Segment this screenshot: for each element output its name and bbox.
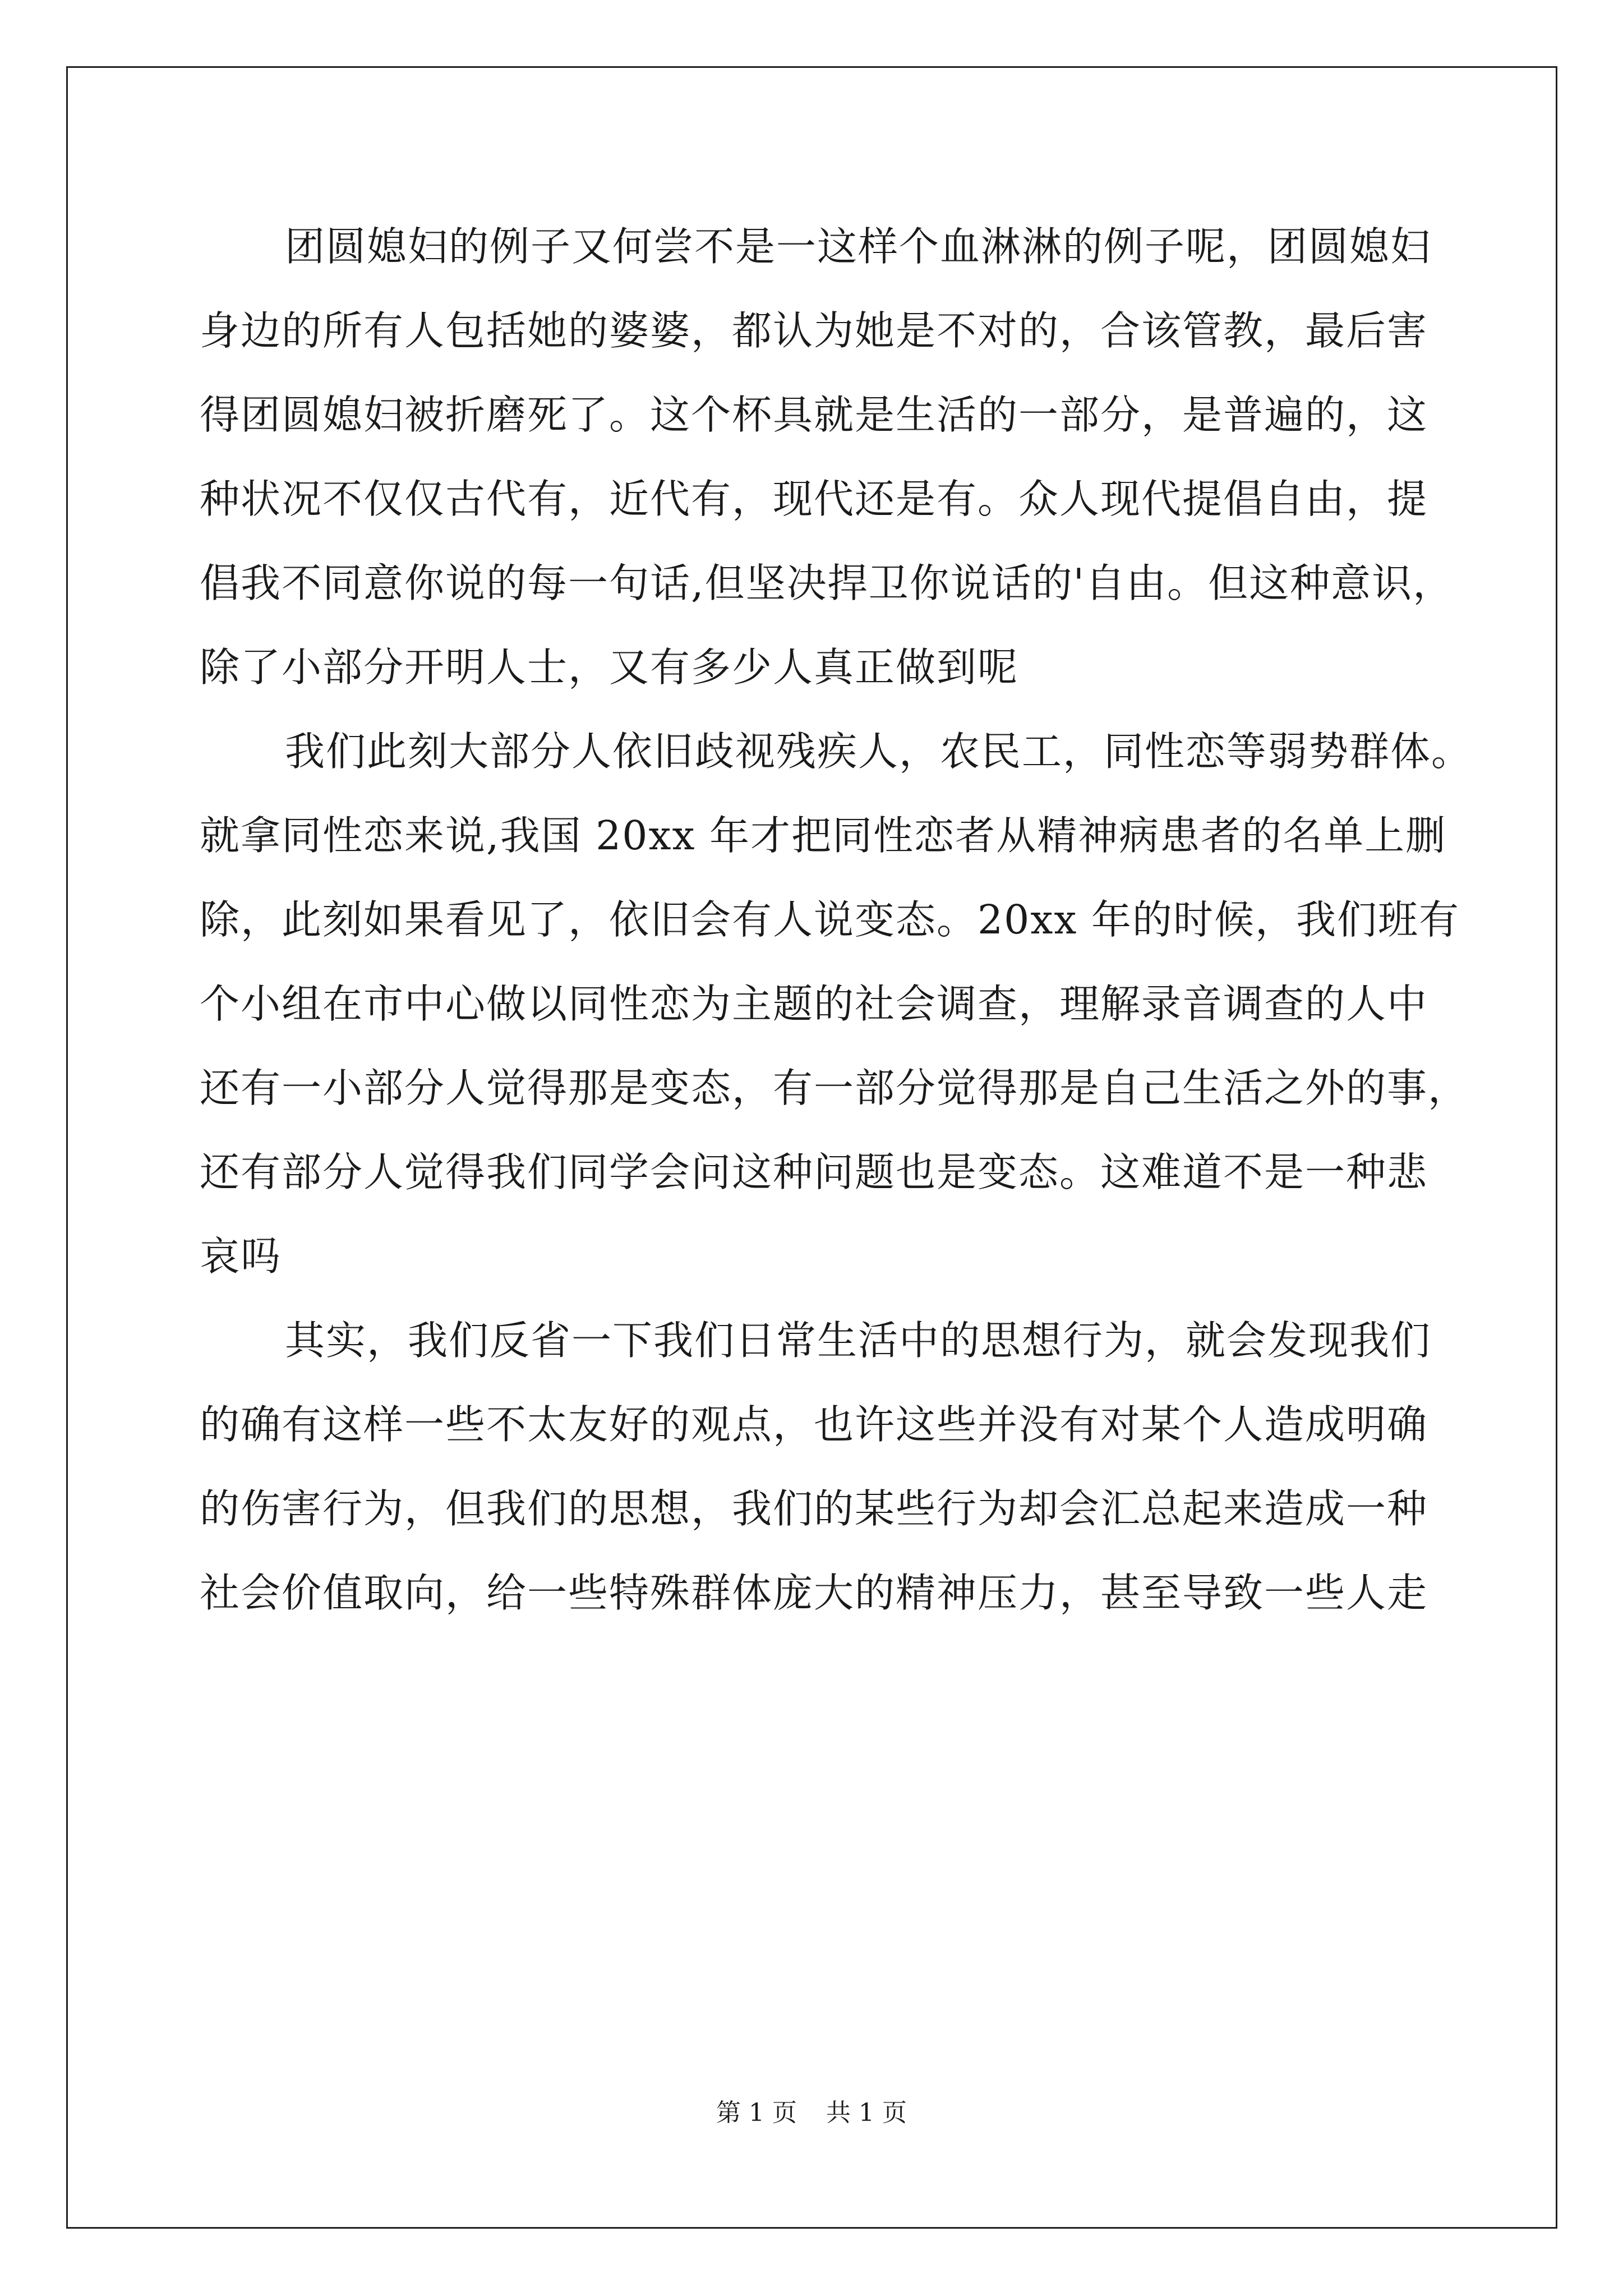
paragraph-2-line-6: 还有部分人觉得我们同学会问这种问题也是变态。这难道不是一种悲 [200, 1149, 1428, 1195]
paragraph-3-line-4: 社会价值取向，给一些特殊群体庞大的精神压力，甚至导致一些人走 [200, 1570, 1428, 1616]
paragraph-3-line-2: 的确有这样一些不太友好的观点，也许这些并没有对某个人造成明确 [200, 1401, 1428, 1448]
page-footer [0, 2096, 1623, 2130]
paragraph-2-line-5: 还有一小部分人觉得那是变态，有一部分觉得那是自己生活之外的事， [200, 1065, 1469, 1111]
page-total: 共 1 页 [826, 2099, 907, 2127]
paragraph-1-line-2: 身边的所有人包括她的婆婆，都认为她是不对的，合该管教，最后害 [200, 307, 1428, 354]
page-number: 第 1 页 [716, 2099, 797, 2127]
paragraph-2-line-1: 我们此刻大部分人依旧歧视残疾人，农民工，同性恋等弱势群体。 [285, 728, 1473, 775]
paragraph-2-line-3: 除，此刻如果看见了，依旧会有人说变态。20xx 年的时候，我们班有 [200, 896, 1460, 943]
paragraph-1-line-5: 倡我不同意你说的每一句话,但坚决捍卫你说话的'自由。但这种意识， [200, 560, 1454, 606]
paragraph-1-line-1: 团圆媳妇的例子又何尝不是一这样个血淋淋的例子呢，团圆媳妇 [285, 223, 1432, 270]
paragraph-2-line-7: 哀吗 [200, 1233, 282, 1280]
paragraph-1-line-6: 除了小部分开明人士，又有多少人真正做到呢 [200, 644, 1019, 691]
paragraph-3-line-1: 其实，我们反省一下我们日常生活中的思想行为，就会发现我们 [285, 1317, 1432, 1364]
paragraph-2-line-4: 个小组在市中心做以同性恋为主题的社会调查，理解录音调查的人中 [200, 981, 1428, 1027]
paragraph-2-line-2: 就拿同性恋来说,我国 20xx 年才把同性恋者从精神病患者的名单上删 [200, 812, 1447, 859]
paragraph-1-line-4: 种状况不仅仅古代有，近代有，现代还是有。众人现代提倡自由，提 [200, 476, 1428, 522]
paragraph-1-line-3: 得团圆媳妇被折磨死了。这个杯具就是生活的一部分，是普遍的，这 [200, 392, 1428, 438]
paragraph-3-line-3: 的伤害行为，但我们的思想，我们的某些行为却会汇总起来造成一种 [200, 1485, 1428, 1532]
